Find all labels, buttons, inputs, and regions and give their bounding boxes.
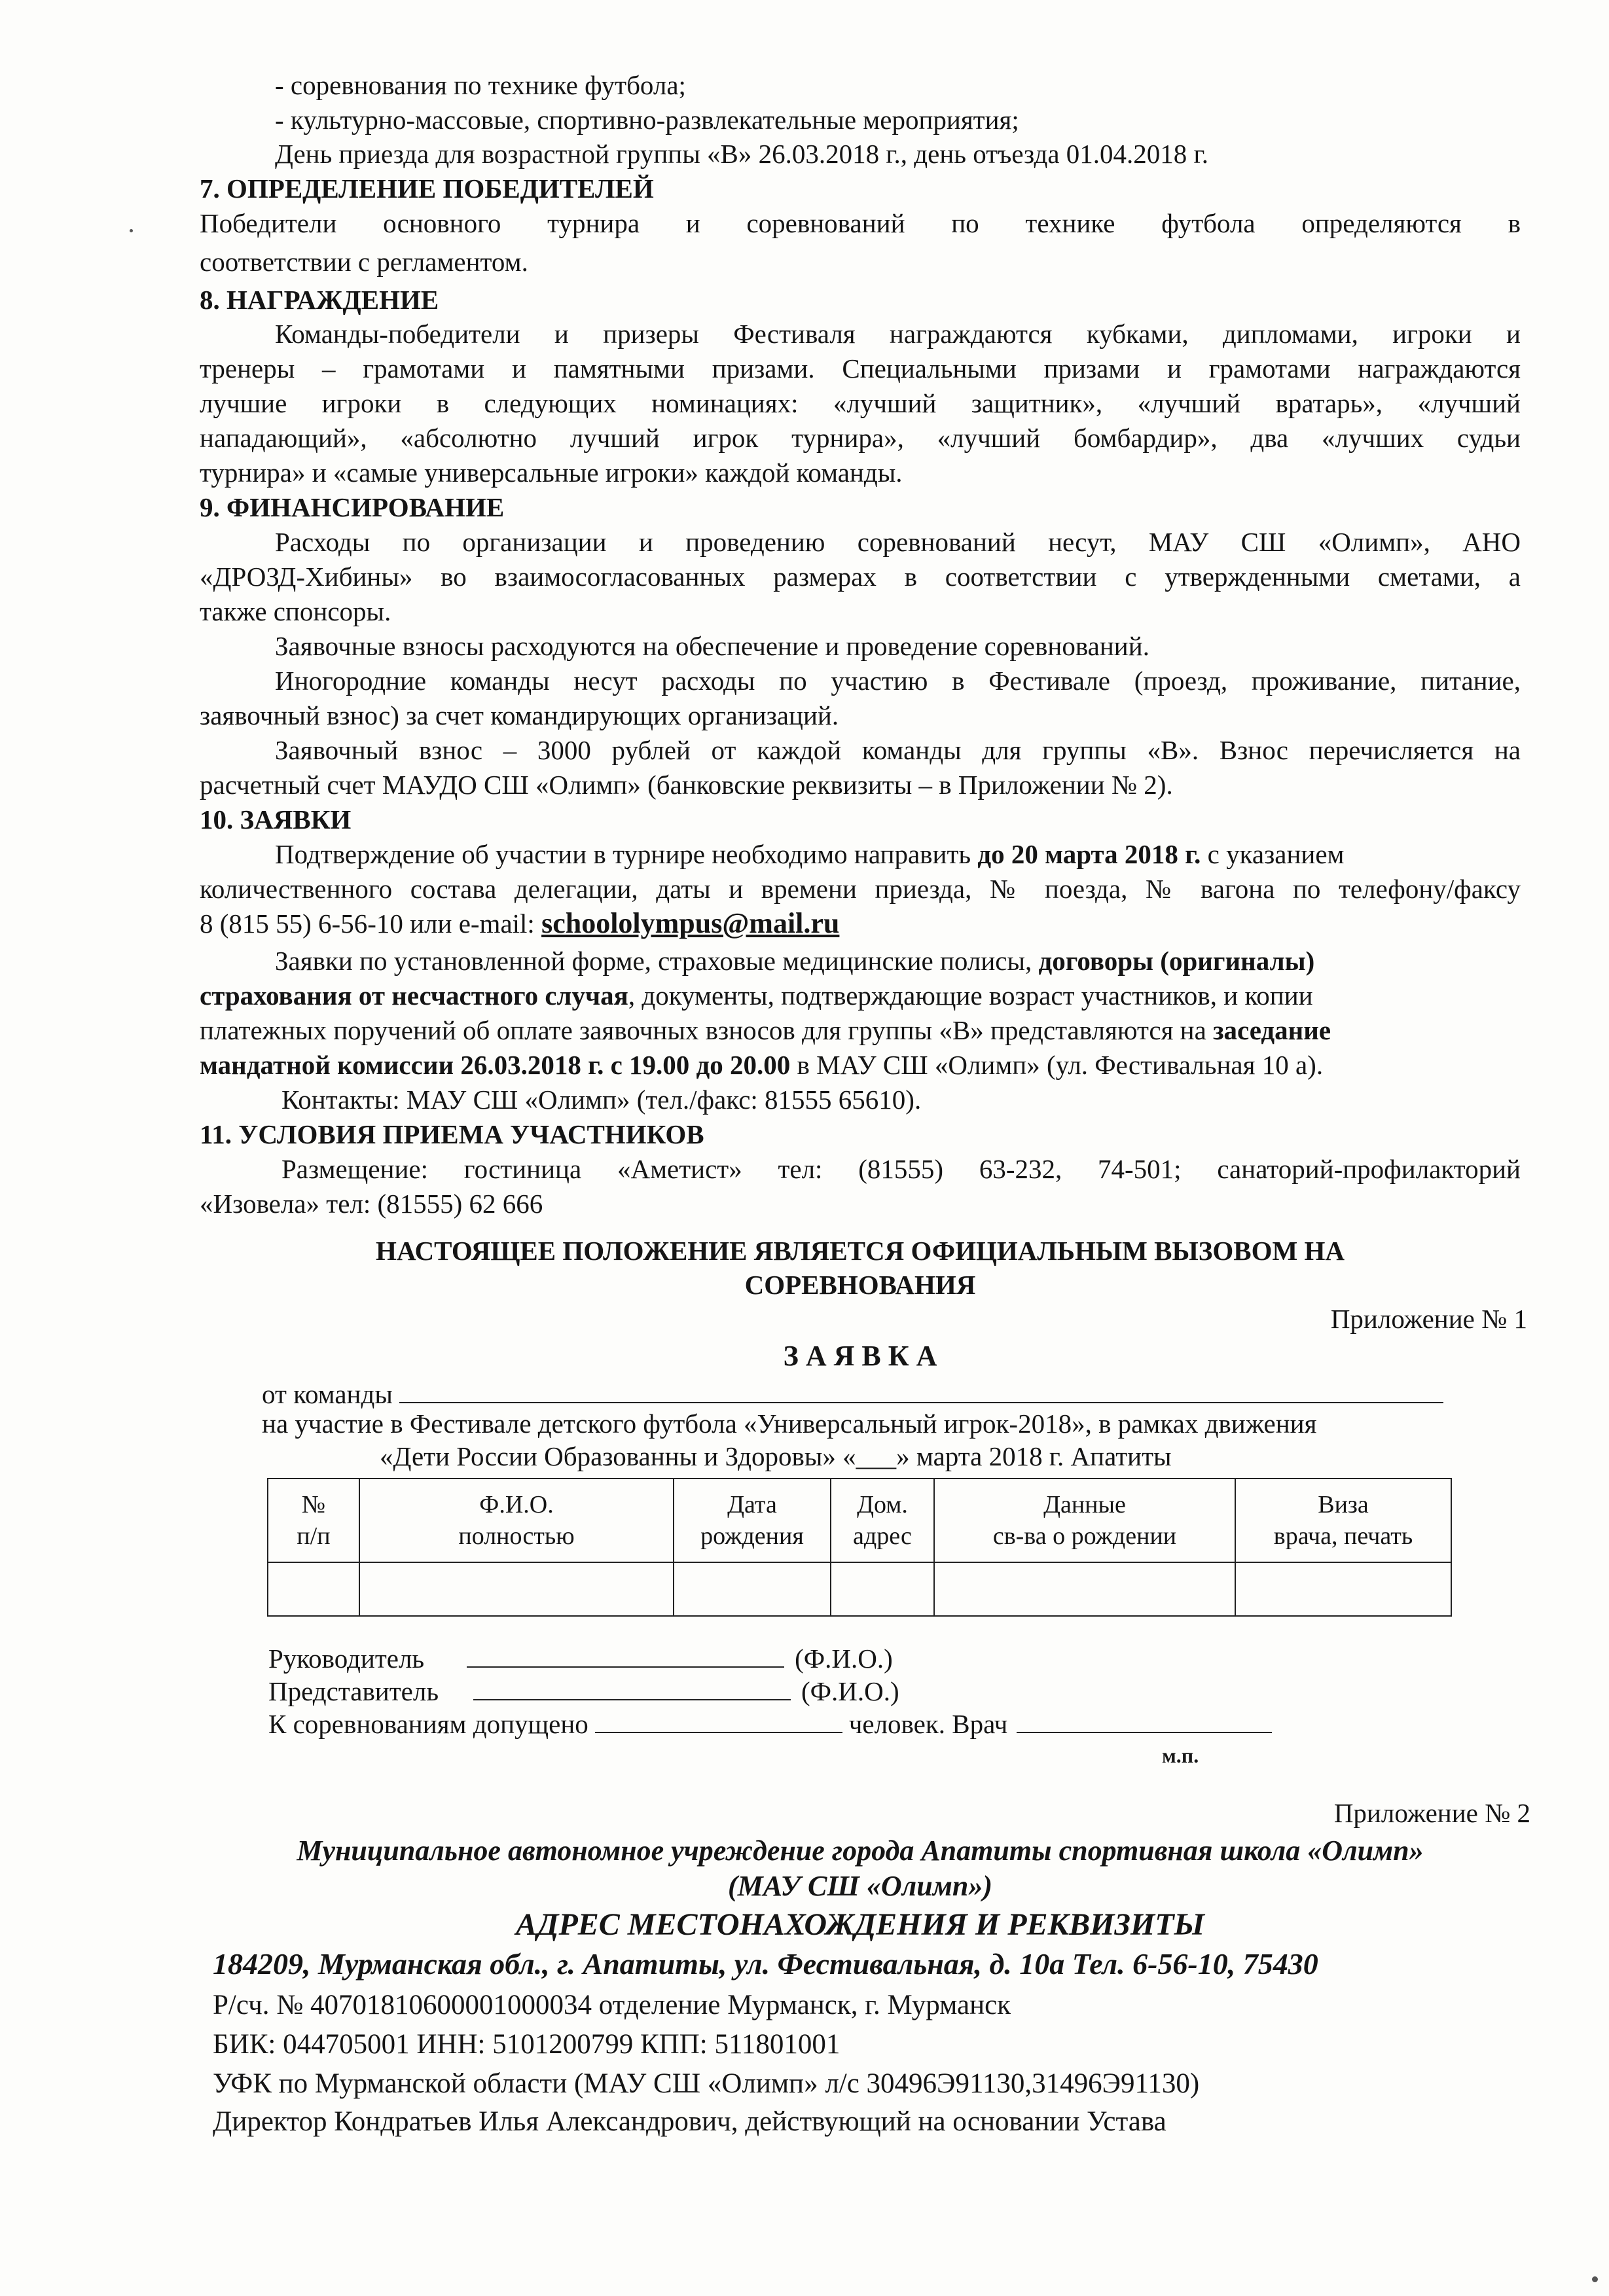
paragraph-line: мандатной комиссии 26.03.2018 г. с 19.00 до 20.00 в МАУ СШ «Олимп» (ул. Фестивальная 10 а). xyxy=(200,1050,1324,1080)
director-line: Директор Кондратьев Илья Александрович, действующий на основании Устава xyxy=(213,2106,1166,2137)
admitted-line: К соревнованиям допущено человек. Врач xyxy=(268,1707,1272,1741)
table-row xyxy=(268,1562,1451,1616)
paragraph-line: 8 (815 55) 6-56-10 или e-mail: schoololympus@mail.ru xyxy=(200,907,840,939)
paragraph-line: лучшие игроки в следующих номинациях: «лучший защитник», «лучший вратарь», «лучший xyxy=(200,388,1521,418)
email-link[interactable]: schoololympus@mail.ru xyxy=(541,907,840,939)
section-heading: 11. УСЛОВИЯ ПРИЕМА УЧАСТНИКОВ xyxy=(200,1119,704,1149)
appendix-label: Приложение № 2 xyxy=(1333,1798,1530,1828)
paragraph-line: Команды-победители и призеры Фестиваля награждаются кубками, дипломами, игроки и xyxy=(275,319,1521,349)
official-call-notice: НАСТОЯЩЕЕ ПОЛОЖЕНИЕ ЯВЛЯЕТСЯ ОФИЦИАЛЬНЫМ ВЫЗОВОМ НА xyxy=(376,1236,1345,1266)
paragraph-line: Иногородние команды несут расходы по участию в Фестивале (проезд, проживание, питание, xyxy=(275,666,1521,696)
table-header: Дата рождения xyxy=(674,1479,831,1562)
list-item: - соревнования по технике футбола; xyxy=(275,70,686,100)
deadline-date: до 20 марта 2018 г. xyxy=(977,839,1201,869)
paragraph-line: «ДРОЗД-Хибины» во взаимосогласованных размерах в соответствии с утвержденными сметами, а xyxy=(200,562,1521,592)
paragraph-line: страхования от несчастного случая, документы, подтверждающие возраст участников, и копии xyxy=(200,980,1313,1011)
leader-blank[interactable] xyxy=(467,1641,784,1668)
paragraph-line: турнира» и «самые универсальные игроки» каждой команды. xyxy=(200,457,903,488)
scan-speck xyxy=(1592,2276,1598,2282)
treasury-line: УФК по Мурманской области (МАУ СШ «Олимп» л/с 30496Э91130,31496Э91130) xyxy=(213,2068,1200,2099)
paragraph-line: расчетный счет МАУДО СШ «Олимп» (банковские реквизиты – в Приложении № 2). xyxy=(200,770,1173,800)
participation-line: «Дети России Образованны и Здоровы» «___» марта 2018 г. Апатиты xyxy=(380,1441,1172,1471)
paragraph-line: тренеры – грамотами и памятными призами. Специальными призами и грамотами награждаются xyxy=(200,353,1521,384)
table-cell[interactable] xyxy=(268,1562,359,1616)
table-cell[interactable] xyxy=(674,1562,831,1616)
organization-short-name: (МАУ СШ «Олимп») xyxy=(728,1870,992,1902)
official-call-notice: СОРЕВНОВАНИЯ xyxy=(744,1270,976,1300)
paragraph-line: заявочный взнос) за счет командирующих организаций. xyxy=(200,700,839,730)
bank-codes-line: БИК: 044705001 ИНН: 5101200799 КПП: 511801001 xyxy=(213,2029,841,2060)
table-header: Ф.И.О. полностью xyxy=(359,1479,674,1562)
table-cell[interactable] xyxy=(934,1562,1235,1616)
paragraph-line: Победители основного турнира и соревнований по технике футбола определяются в xyxy=(200,208,1521,238)
paragraph-line: платежных поручений об оплате заявочных взносов для группы «В» представляются на заседание xyxy=(200,1015,1331,1045)
paragraph-line: Заявочные взносы расходуются на обеспечение и проведение соревнований. xyxy=(275,631,1149,661)
paragraph-line: Размещение: гостиница «Аметист» тел: (81555) 63-232, 74-501; санаторий-профилакторий xyxy=(281,1154,1521,1184)
section-heading: 7. ОПРЕДЕЛЕНИЕ ПОБЕДИТЕЛЕЙ xyxy=(200,173,654,204)
team-name-blank[interactable] xyxy=(399,1377,1443,1403)
table-header: № п/п xyxy=(268,1479,359,1562)
table-header: Данные св-ва о рождении xyxy=(934,1479,1235,1562)
application-table xyxy=(267,1478,1452,1617)
section-heading: 9. ФИНАНСИРОВАНИЕ xyxy=(200,492,505,522)
contacts-line: Контакты: МАУ СШ «Олимп» (тел./факс: 81555 65610). xyxy=(281,1085,922,1115)
form-title: З А Я В К А xyxy=(783,1340,937,1372)
representative-line: Представитель (Ф.И.О.) xyxy=(268,1674,899,1708)
paragraph-line: нападающий», «абсолютно лучший игрок турнира», «лучший бомбардир», два «лучших судьи xyxy=(200,423,1521,453)
appendix-label: Приложение № 1 xyxy=(1330,1304,1527,1334)
from-team-line: от команды xyxy=(262,1377,1443,1411)
account-line: Р/сч. № 40701810600001000034 отделение Мурманск, г. Мурманск xyxy=(213,1990,1011,2020)
paragraph-line: количественного состава делегации, даты и времени приезда, № поезда, № вагона по телефону/факсу xyxy=(200,874,1521,904)
admitted-count-blank[interactable] xyxy=(595,1707,842,1733)
organization-name: Муниципальное автономное учреждение города Апатиты спортивная школа «Олимп» xyxy=(297,1835,1424,1867)
leader-line: Руководитель (Ф.И.О.) xyxy=(268,1641,893,1676)
table-header-row xyxy=(268,1479,1451,1562)
paragraph-line: Заявочный взнос – 3000 рублей от каждой команды для группы «В». Взнос перечисляется на xyxy=(275,735,1521,765)
doctor-blank[interactable] xyxy=(1017,1707,1272,1733)
paragraph-line: Заявки по установленной форме, страховые медицинские полисы, договоры (оригиналы) xyxy=(275,946,1315,976)
section-heading: 10. ЗАЯВКИ xyxy=(200,804,352,834)
section-heading: 8. НАГРАЖДЕНИЕ xyxy=(200,285,439,315)
paragraph-line: Расходы по организации и проведению соревнований несут, МАУ СШ «Олимп», АНО xyxy=(275,527,1521,557)
paragraph-line: соответствии с регламентом. xyxy=(200,247,528,277)
paragraph-line: «Изовела» тел: (81555) 62 666 xyxy=(200,1189,543,1219)
paragraph-line: также спонсоры. xyxy=(200,596,391,626)
paragraph-line: Подтверждение об участии в турнире необходимо направить до 20 марта 2018 г. с указанием xyxy=(275,839,1345,869)
participation-line: на участие в Фестивале детского футбола «Универсальный игрок-2018», в рамках движения xyxy=(262,1408,1317,1439)
requisites-title: АДРЕС МЕСТОНАХОЖДЕНИЯ И РЕКВИЗИТЫ xyxy=(515,1907,1205,1942)
stamp-place-label: м.п. xyxy=(1162,1744,1199,1767)
table-header: Виза врача, печать xyxy=(1235,1479,1451,1562)
list-item: - культурно-массовые, спортивно-развлекательные мероприятия; xyxy=(275,105,1019,135)
table-cell[interactable] xyxy=(831,1562,934,1616)
scan-speck xyxy=(130,229,133,232)
table-header: Дом. адрес xyxy=(831,1479,934,1562)
representative-blank[interactable] xyxy=(473,1674,791,1700)
arrival-dates: День приезда для возрастной группы «В» 26.03.2018 г., день отъезда 01.04.2018 г. xyxy=(275,139,1208,169)
table-cell[interactable] xyxy=(1235,1562,1451,1616)
address-line: 184209, Мурманская обл., г. Апатиты, ул. Фестивальная, д. 10а Тел. 6-56-10, 75430 xyxy=(213,1947,1318,1981)
table-cell[interactable] xyxy=(359,1562,674,1616)
